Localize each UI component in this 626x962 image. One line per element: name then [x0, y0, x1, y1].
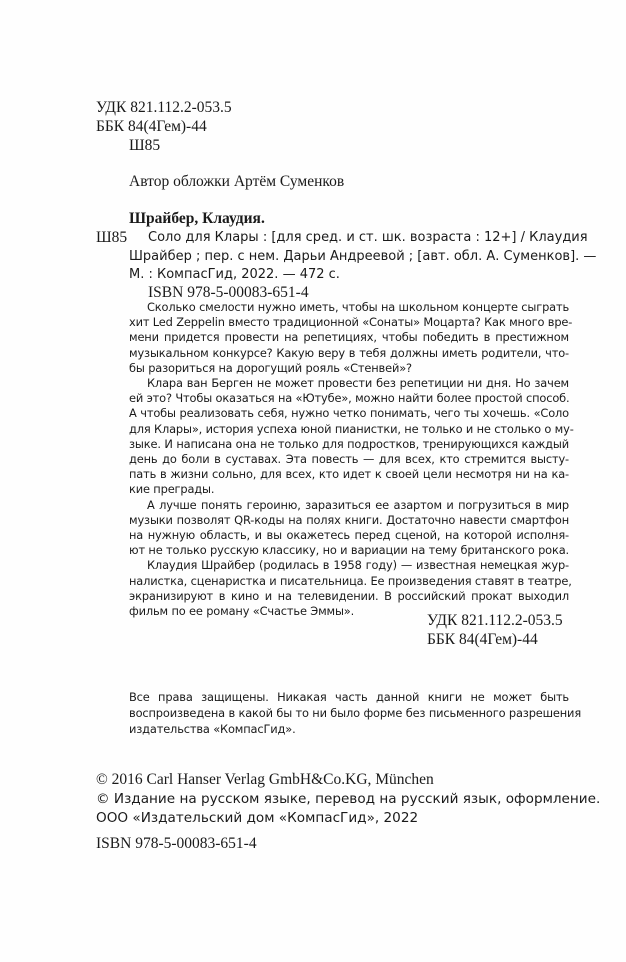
text-line: ют не только русскую классику, но и вариации на тему британского рока.: [129, 543, 570, 558]
text-line: А чтобы реализовать себя, нужно четко понимать, чего ты хочешь. «Соло: [129, 406, 569, 421]
isbn: ISBN 978-5-00083-651-4: [96, 835, 257, 852]
cover-author: Автор обложки Артём Суменков: [129, 173, 345, 190]
text-line: день до боли в суставах. Эта повесть — для всех, кто стремится высту-: [129, 452, 569, 467]
text-line: хит Led Zeppelin вместо традиционной «Сонаты» Моцарта? Как много вре-: [129, 315, 573, 330]
annotation-paragraph-3: [129, 498, 569, 559]
text-line: кие преграды.: [129, 482, 215, 497]
copyright-original: © 2016 Carl Hanser Verlag GmbH&Co.KG, München: [96, 771, 434, 788]
author-heading: Шрайбер, Клаудия.: [129, 210, 265, 227]
copyright-russian: © Издание на русском языке, перевод на русский язык, оформление.: [96, 791, 601, 807]
text-line: Клаудия Шрайбер (родилась в 1958 году) — известная немецкая жур-: [147, 558, 569, 573]
text-line: издательства «КомпасГид».: [129, 722, 296, 736]
text-line: для Клары», история успеха юной пианистки, не только и не столько о му-: [129, 421, 574, 436]
annotation: [129, 300, 574, 619]
text-line: А лучше понять героиню, заразиться ее азартом и погрузиться в мир: [147, 497, 569, 512]
text-line: налистка, сценаристка и писательница. Ее произведения ставят в театре,: [129, 573, 572, 588]
text-line: мени придется провести на репетициях, чтобы победить в престижном: [129, 330, 569, 345]
copyright-publisher: ООО «Издательский дом «КомпасГид», 2022: [96, 810, 419, 826]
text-line: фильм по ее роману «Счастье Эммы».: [129, 604, 355, 619]
text-line: ей это? Чтобы оказаться на «Ютубе», можно найти более простой способ.: [129, 391, 570, 406]
text-line: зыке. И написана она не только для подростков, тренирующихся каждый: [129, 436, 569, 451]
text-line: на нужную область, и вы окажетесь перед сценой, на которой исполня-: [129, 528, 569, 543]
annotation-paragraph-1: [129, 300, 573, 376]
text-line: бы разориться на дорогущий рояль «Стенвей»?: [129, 360, 412, 375]
udk-code: УДК 821.112.2-053.5: [96, 99, 232, 116]
bbk-code-bottom: ББК 84(4Гем)-44: [427, 631, 538, 648]
bib-isbn: ISBN 978-5-00083-651-4: [148, 284, 309, 301]
text-line: Сколько смелости нужно иметь, чтобы на школьном концерте сыграть: [147, 300, 570, 314]
bib-line-2: Шрайбер ; пер. с нем. Дарьи Андреевой ; [авт. обл. А. Суменков]. —: [129, 249, 597, 264]
text-line: Клара ван Берген не может провести без репетиции ни дня. Но зачем: [147, 376, 569, 391]
author-mark: Ш85: [129, 137, 161, 154]
text-line: музыки позволят QR-коды на полях книги. Достаточно навести смартфон: [129, 512, 569, 527]
text-line: Все права защищены. Никакая часть данной книги не может быть: [129, 690, 569, 704]
bib-line-1: Соло для Клары : [для сред. и ст. шк. возраста : 12+] / Клаудия: [148, 230, 588, 245]
text-line: пать в жизни сольно, для всех, кто идет к своей цели несмотря ни на ка-: [129, 467, 569, 482]
bib-line-3: М. : КомпасГид, 2022. — 472 с.: [129, 267, 340, 282]
text-line: воспроизведена в какой бы то ни было форме без письменного разрешения: [129, 706, 582, 720]
author-mark-bib: Ш85: [96, 229, 128, 246]
rights-notice: [129, 689, 582, 737]
annotation-paragraph-2: [129, 376, 574, 498]
udk-code-bottom: УДК 821.112.2-053.5: [427, 612, 563, 629]
bbk-code: ББК 84(4Гем)-44: [96, 118, 207, 135]
text-line: экранизируют в кино и на телевидении. В российский прокат выходил: [129, 588, 569, 603]
text-line: музыкальном конкурсе? Какую веру в тебя должны иметь родители, что-: [129, 345, 569, 360]
